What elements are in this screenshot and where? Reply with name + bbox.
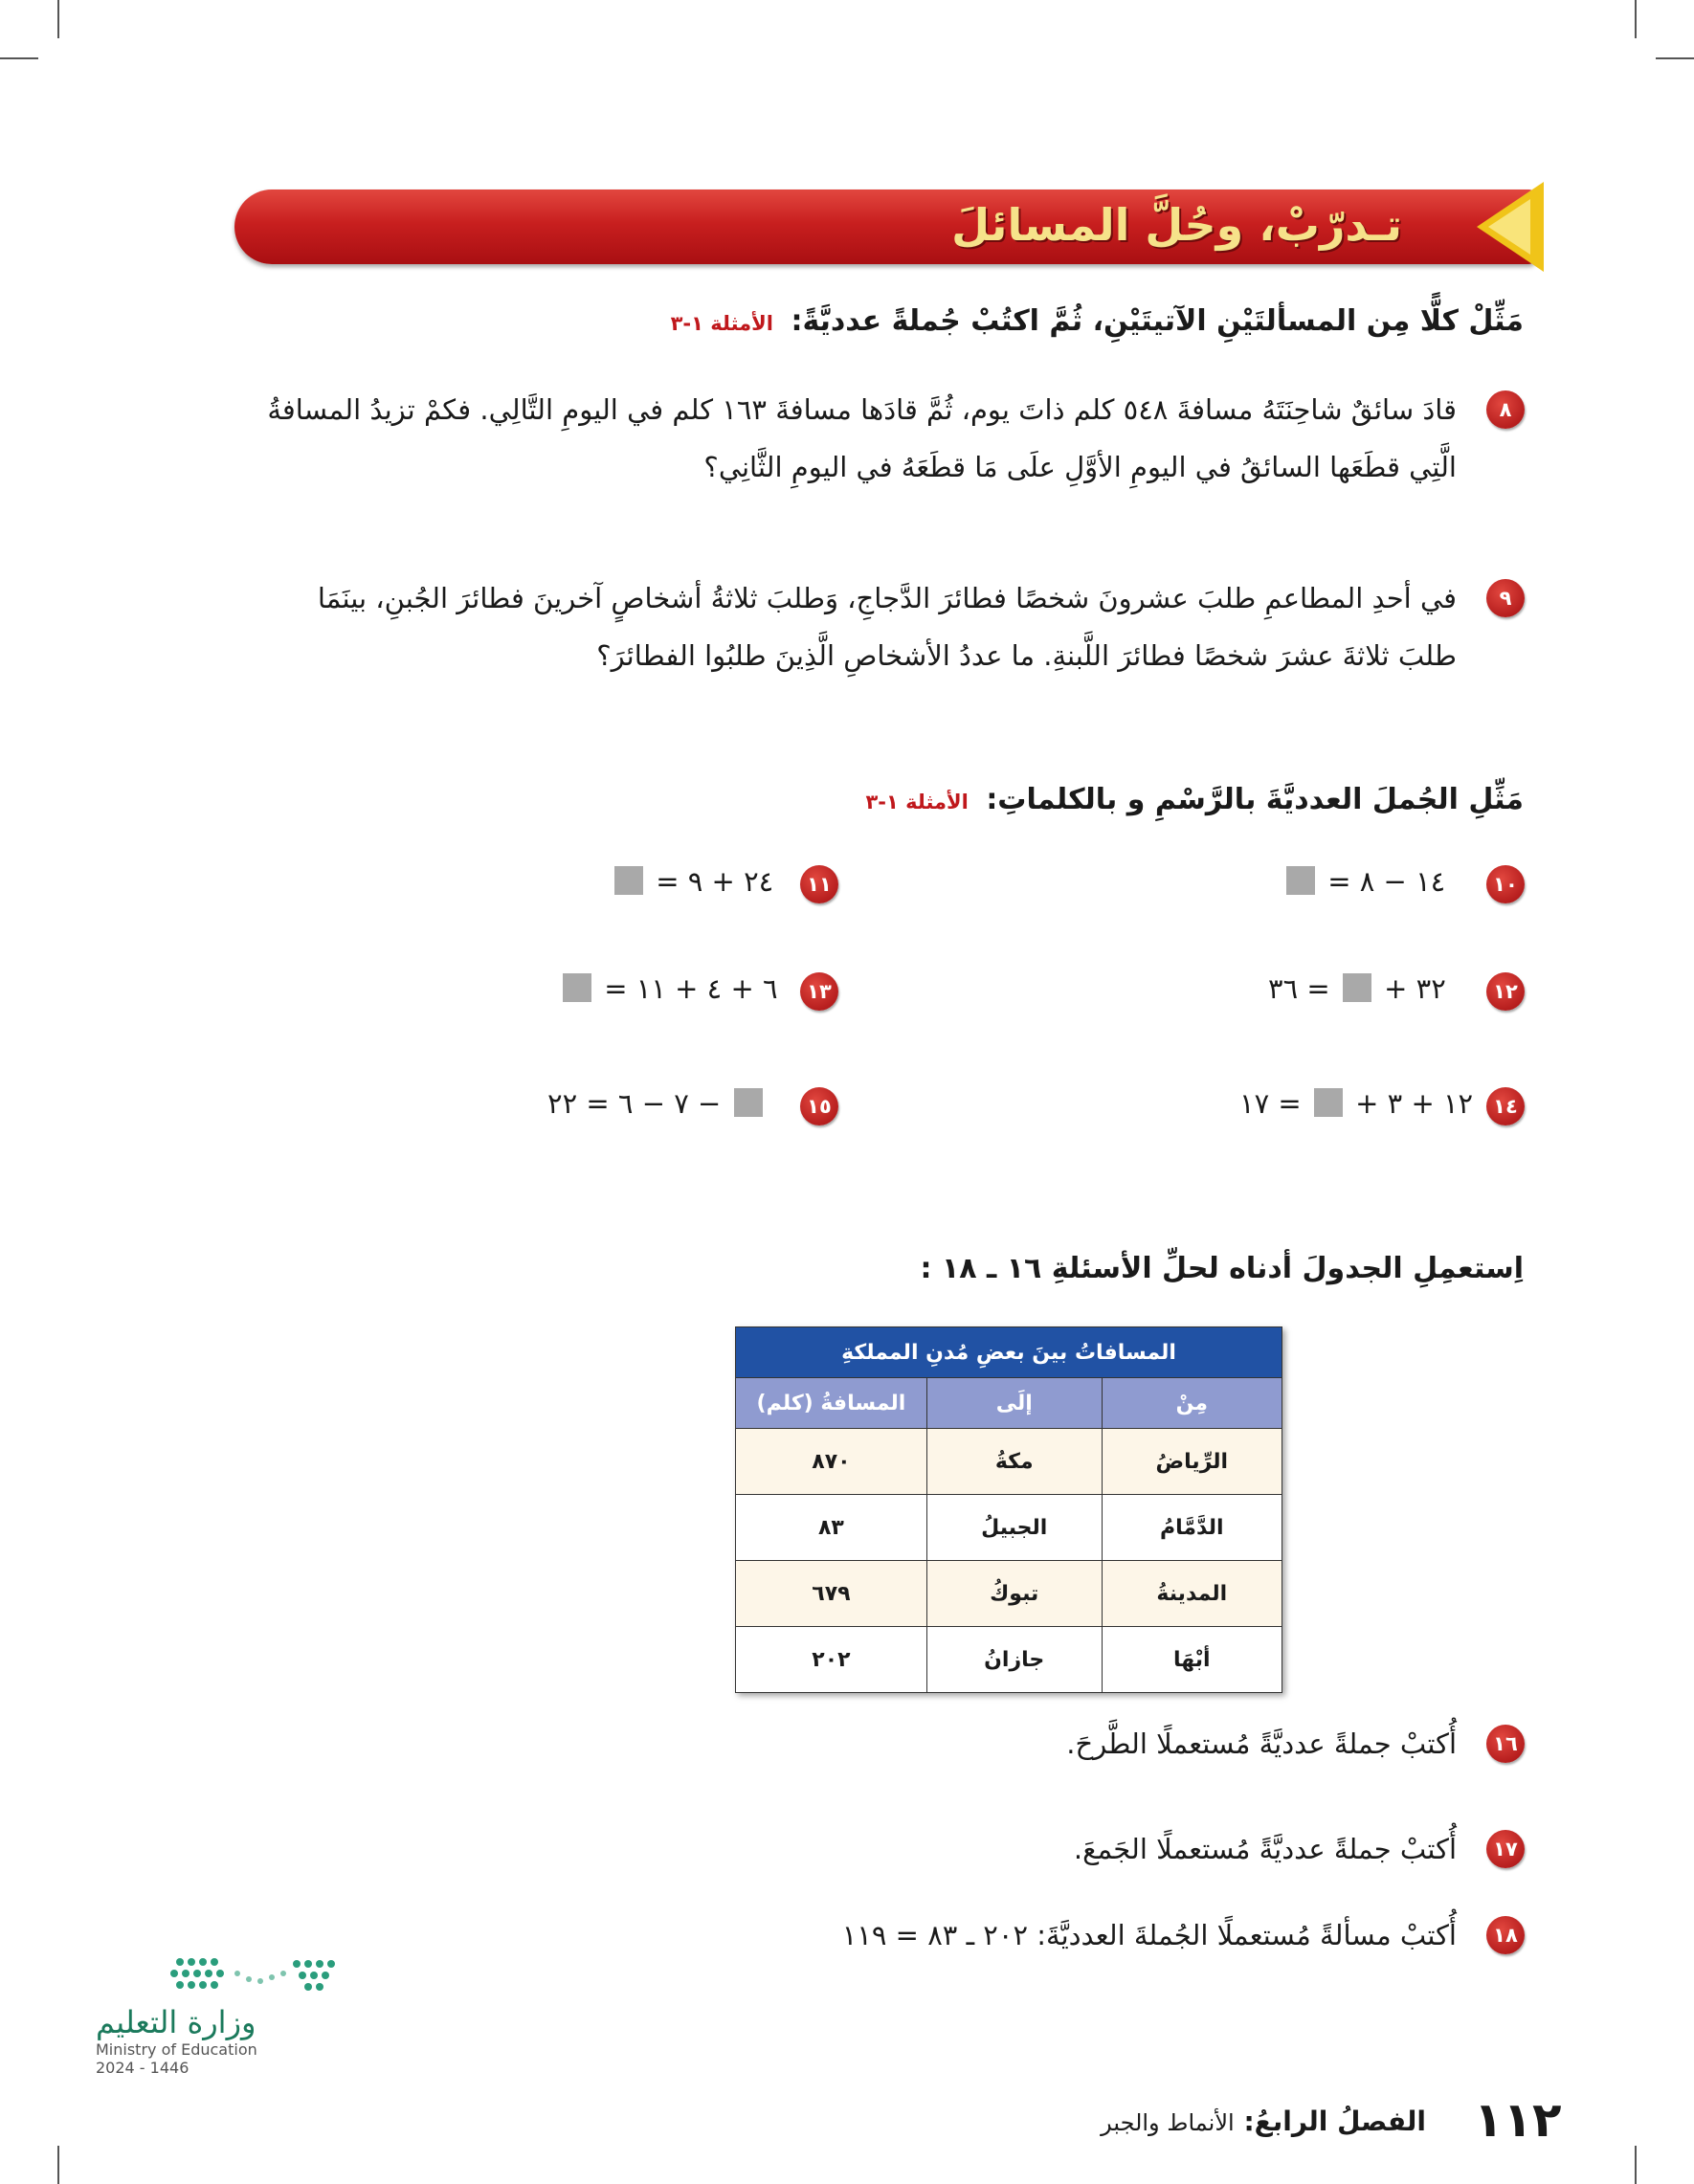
equation-right: = ٣٦	[1268, 972, 1330, 1005]
unknown-box	[1314, 1088, 1343, 1117]
examples-ref: الأمثلة ١-٣	[865, 791, 969, 813]
problem-number-badge: ٩	[1486, 579, 1525, 617]
column-header-distance: المسافةُ (كلم)	[736, 1378, 927, 1429]
equation-left: ٣٢ +	[1384, 972, 1446, 1005]
chapter-title: الأنماط والجبر	[1101, 2109, 1235, 2136]
chapter-label	[1101, 2106, 1426, 2137]
column-header-to: إلَى	[926, 1378, 1102, 1429]
table-cell: جازانُ	[926, 1627, 1102, 1693]
equation-11	[611, 865, 773, 898]
instruction-text: مَثِّلْ كلًّا مِن المسألتَيْنِ الآتيتَيْنِ، ثُمَّ اكتُبْ جُملةً عدديَّةً:	[791, 304, 1524, 338]
edition-year: 2024 - 1446	[96, 2059, 189, 2077]
unknown-box	[1286, 866, 1315, 895]
equation-15	[547, 1087, 767, 1120]
unknown-box	[563, 973, 591, 1002]
table-row	[736, 1495, 1282, 1561]
crop-mark	[57, 2146, 59, 2184]
problem-8-line1: قادَ سائقٌ شاحِنَتَهُ مسافةَ ٥٤٨ كلم ذاتَ يوم، ثُمَّ قادَها مسافةَ ١٦٣ كلم في اليومِ التَّالِي. فكمْ تزيدُ المسافةُ	[267, 393, 1457, 426]
table-cell: المدينةُ	[1102, 1561, 1282, 1627]
unknown-box	[734, 1088, 763, 1117]
question-18: أُكتبْ مسألةً مُستعملًا الجُملةَ العدديَّةَ: ٢٠٢ ـ ٨٣ = ١١٩	[841, 1919, 1457, 1951]
question-number-badge: ١٦	[1486, 1725, 1525, 1763]
equation-expression: ١٤ − ٨ =	[1327, 865, 1446, 898]
question-17: أُكتبْ جملةً عدديَّةً مُستعملًا الجَمعَ.	[1073, 1833, 1457, 1865]
problem-8-line2: الَّتِي قطَعَها السائقُ في اليومِ الأوَّلِ علَى مَا قطَعَهُ في اليومِ الثَّانِي؟	[703, 451, 1457, 483]
section1-instruction	[671, 304, 1524, 338]
ministry-name-ar: وزارة التعليم	[96, 2004, 256, 2040]
problem-9-line1: في أحدِ المطاعمِ طلبَ عشرونَ شخصًا فطائرَ الدَّجاجِ، وَطلبَ ثلاثةُ أشخاصٍ آخرينَ فطائرَ الجُبنِ، بينَمَا	[317, 582, 1457, 614]
equation-12	[1268, 972, 1446, 1005]
problem-9-line2: طلبَ ثلاثةَ عشرَ شخصًا فطائرَ اللَّبنةِ. ما عددُ الأشخاصِ الَّذِينَ طلبُوا الفطائرَ؟	[596, 639, 1457, 672]
table-cell: الجبيلُ	[926, 1495, 1102, 1561]
table-cell: ٢٠٢	[736, 1627, 927, 1693]
section3-instruction	[920, 1252, 1524, 1285]
examples-ref: الأمثلة ١-٣	[670, 312, 773, 335]
equation-left: ١٢ + ٣ +	[1355, 1087, 1474, 1120]
equation-14	[1239, 1087, 1473, 1120]
table-cell: مكةُ	[926, 1429, 1102, 1495]
section-banner	[234, 189, 1536, 264]
ministry-dots-icon	[96, 1952, 345, 2000]
crop-mark	[1656, 57, 1694, 59]
crop-mark	[57, 0, 59, 38]
ministry-logo	[96, 1952, 268, 2077]
equation-expression: ٢٤ + ٩ =	[656, 865, 774, 898]
crop-mark	[1635, 0, 1637, 38]
equation-number-badge: ١٣	[800, 972, 838, 1011]
ministry-name-en: Ministry of Education	[96, 2040, 257, 2059]
table-cell: ٨٣	[736, 1495, 927, 1561]
crop-mark	[0, 57, 38, 59]
table-cell: الرِّياضُ	[1102, 1429, 1282, 1495]
instruction-text: مَثِّلِ الجُملَ العدديَّةَ بالرَّسْمِ و بالكلماتِ:	[986, 783, 1524, 816]
equation-expression: ٦ + ٤ + ١١ =	[604, 972, 778, 1005]
banner-arrow-highlight	[1488, 199, 1530, 255]
section2-instruction	[865, 783, 1524, 816]
unknown-box	[614, 866, 643, 895]
page-number: ١١٢	[1474, 2092, 1562, 2148]
unknown-box	[1343, 973, 1371, 1002]
problem-number-badge: ٨	[1486, 390, 1525, 429]
table-row	[736, 1561, 1282, 1627]
equation-number-badge: ١٢	[1486, 972, 1525, 1011]
table-cell: ٦٧٩	[736, 1561, 927, 1627]
question-number-badge: ١٧	[1486, 1830, 1525, 1868]
instruction-text: اِستعمِلِ الجدولَ أدناه لحلِّ الأسئلةِ ١٦ ـ ١٨ :	[920, 1252, 1524, 1285]
equation-number-badge: ١٥	[800, 1087, 838, 1125]
table-row	[736, 1627, 1282, 1693]
distances-table	[735, 1326, 1282, 1693]
equation-right: = ١٧	[1239, 1087, 1302, 1120]
question-16: أُكتبْ جملةً عدديَّةً مُستعملًا الطَّرحَ.	[1066, 1727, 1457, 1760]
table-caption: المسافاتُ بينَ بعضِ مُدنِ المملكةِ	[736, 1327, 1282, 1378]
equation-number-badge: ١٤	[1486, 1087, 1525, 1125]
table-row	[736, 1429, 1282, 1495]
crop-mark	[1635, 2146, 1637, 2184]
column-header-from: مِنْ	[1102, 1378, 1282, 1429]
table-cell: تبوكُ	[926, 1561, 1102, 1627]
equation-10	[1282, 865, 1445, 898]
equation-expression: − ٧ − ٦ = ٢٢	[547, 1087, 722, 1120]
chapter-number: الفصلُ الرابعُ:	[1243, 2106, 1426, 2137]
equation-number-badge: ١٠	[1486, 865, 1525, 903]
table-cell: الدَّمَّامُ	[1102, 1495, 1282, 1561]
table-cell: أبْهَا	[1102, 1627, 1282, 1693]
equation-13	[559, 972, 778, 1005]
table-cell: ٨٧٠	[736, 1429, 927, 1495]
banner-title: تـدرّبْ، وحُلَّ المسائلَ	[951, 199, 1402, 251]
question-number-badge: ١٨	[1486, 1916, 1525, 1954]
equation-number-badge: ١١	[800, 865, 838, 903]
